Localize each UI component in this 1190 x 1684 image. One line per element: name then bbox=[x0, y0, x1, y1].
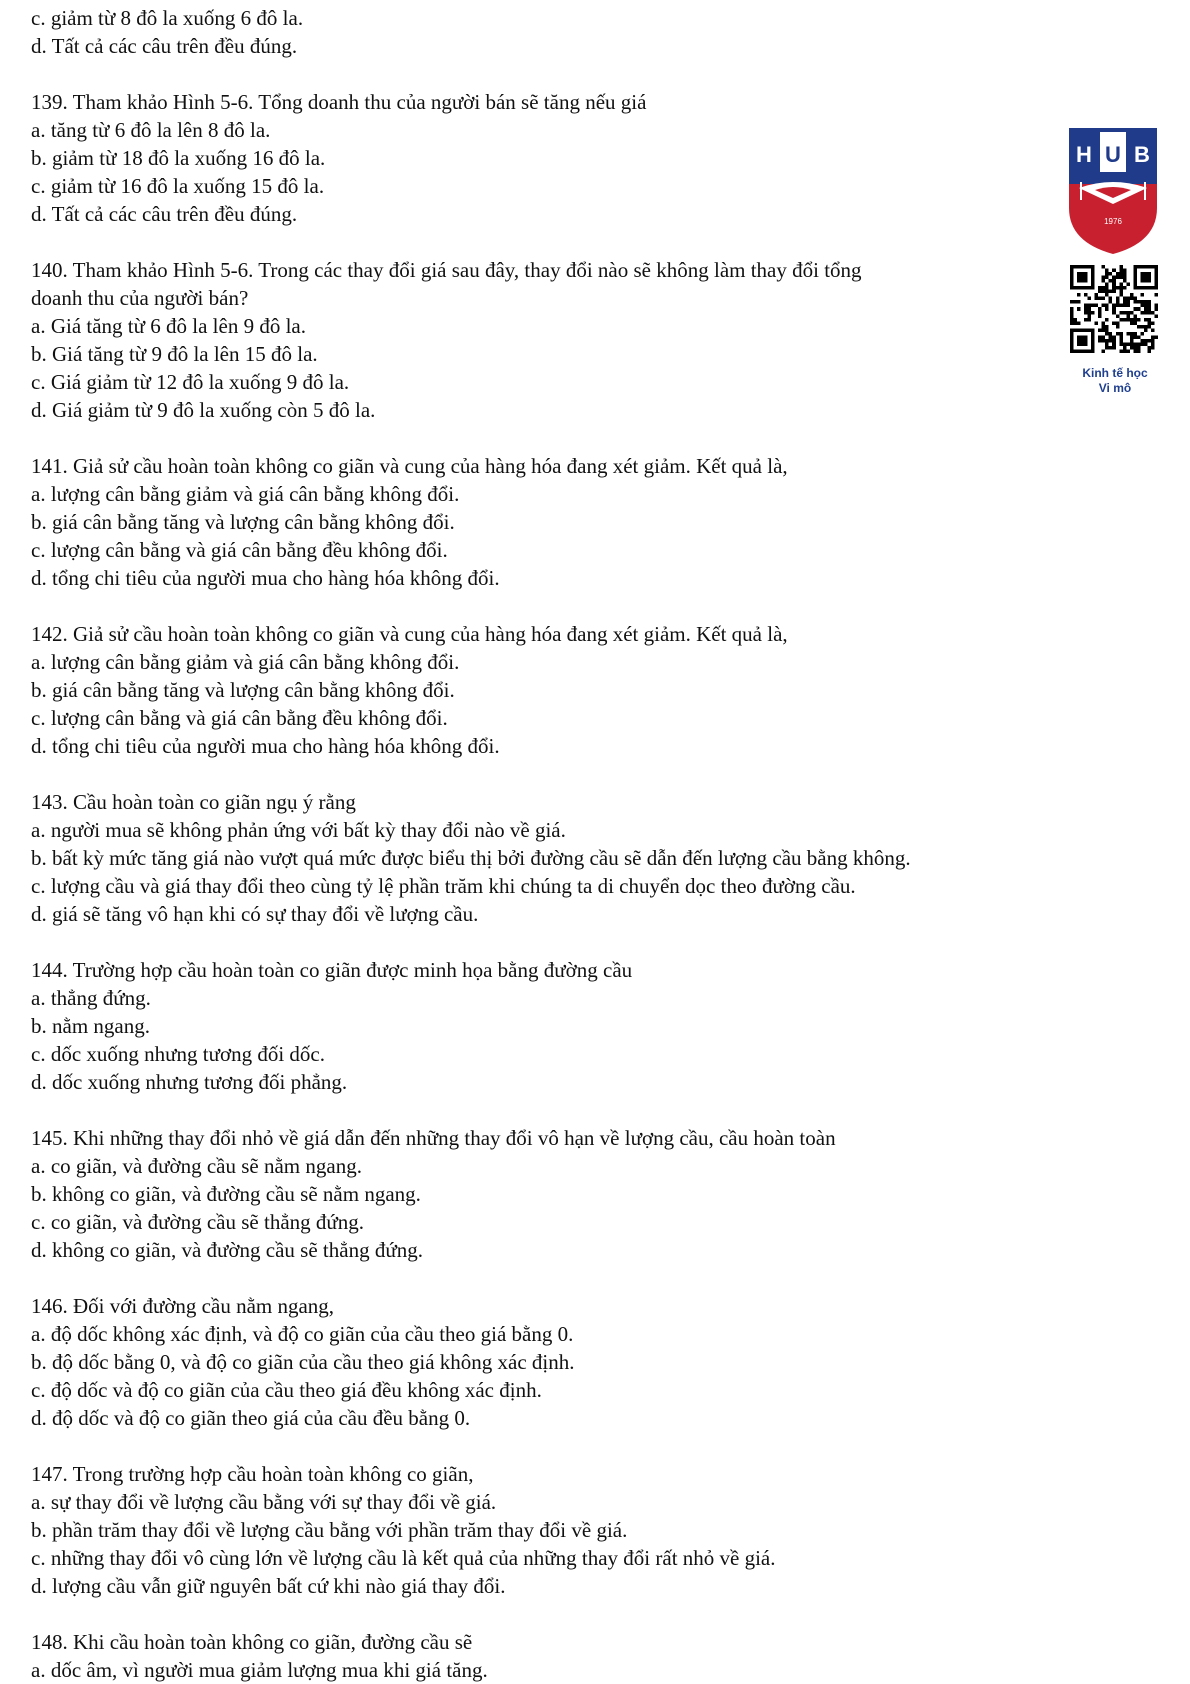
paragraph-gap bbox=[31, 60, 1071, 88]
paragraph-gap bbox=[31, 228, 1071, 256]
answer-option-line: b. phần trăm thay đổi về lượng cầu bằng với phần trăm thay đổi về giá. bbox=[31, 1518, 628, 1542]
answer-option-line: a. tăng từ 6 đô la lên 8 đô la. bbox=[31, 118, 271, 142]
logo-letter-u: U bbox=[1105, 142, 1121, 167]
answer-option-line: c. lượng cân bằng và giá cân bằng đều không đổi. bbox=[31, 538, 448, 562]
answer-option-line: c. co giãn, và đường cầu sẽ thẳng đứng. bbox=[31, 1210, 365, 1234]
document-body bbox=[31, 4, 1071, 1684]
answer-option-line: d. Tất cả các câu trên đều đúng. bbox=[31, 34, 298, 58]
answer-option-line: d. giá sẽ tăng vô hạn khi có sự thay đổi về lượng cầu. bbox=[31, 902, 479, 926]
answer-option-line: b. không co giãn, và đường cầu sẽ nằm ngang. bbox=[31, 1182, 421, 1206]
question-text-line: 140. Tham khảo Hình 5-6. Trong các thay đổi giá sau đây, thay đổi nào sẽ không làm thay đổi tổng bbox=[31, 258, 862, 282]
answer-option-line: c. độ dốc và độ co giãn của cầu theo giá đều không xác định. bbox=[31, 1378, 542, 1402]
answer-option-line: c. những thay đổi vô cùng lớn về lượng cầu là kết quả của những thay đổi rất nhỏ về giá. bbox=[31, 1546, 776, 1570]
paragraph-gap bbox=[31, 760, 1071, 788]
answer-option-line: c. Giá giảm từ 12 đô la xuống 9 đô la. bbox=[31, 370, 350, 394]
hub-logo bbox=[1065, 124, 1161, 256]
paragraph-gap bbox=[31, 928, 1071, 956]
paragraph-gap bbox=[31, 1264, 1071, 1292]
answer-option-line: b. giá cân bằng tăng và lượng cân bằng không đổi. bbox=[31, 678, 455, 702]
answer-option-line: c. giảm từ 8 đô la xuống 6 đô la. bbox=[31, 6, 304, 30]
answer-option-line: a. co giãn, và đường cầu sẽ nằm ngang. bbox=[31, 1154, 362, 1178]
answer-option-line: b. giảm từ 18 đô la xuống 16 đô la. bbox=[31, 146, 326, 170]
answer-option-line: d. Tất cả các câu trên đều đúng. bbox=[31, 202, 298, 226]
answer-option-line: a. lượng cân bằng giảm và giá cân bằng không đổi. bbox=[31, 650, 460, 674]
answer-option-line: d. Giá giảm từ 9 đô la xuống còn 5 đô la. bbox=[31, 398, 376, 422]
answer-option-line: a. dốc âm, vì người mua giảm lượng mua khi giá tăng. bbox=[31, 1658, 488, 1682]
question-text-line: 141. Giả sử cầu hoàn toàn không co giãn và cung của hàng hóa đang xét giảm. Kết quả là, bbox=[31, 454, 788, 478]
answer-option-line: a. sự thay đổi về lượng cầu bằng với sự thay đổi về giá. bbox=[31, 1490, 497, 1514]
question-text-line: 147. Trong trường hợp cầu hoàn toàn không co giãn, bbox=[31, 1462, 474, 1486]
answer-option-line: c. lượng cân bằng và giá cân bằng đều không đổi. bbox=[31, 706, 448, 730]
paragraph-gap bbox=[31, 1096, 1071, 1124]
answer-option-line: c. giảm từ 16 đô la xuống 15 đô la. bbox=[31, 174, 325, 198]
answer-option-line: b. độ dốc bằng 0, và độ co giãn của cầu theo giá không xác định. bbox=[31, 1350, 575, 1374]
question-text-line: 144. Trường hợp cầu hoàn toàn co giãn được minh họa bằng đường cầu bbox=[31, 958, 633, 982]
answer-option-line: d. lượng cầu vẫn giữ nguyên bất cứ khi nào giá thay đổi. bbox=[31, 1574, 506, 1598]
paragraph-gap bbox=[31, 592, 1071, 620]
answer-option-line: c. dốc xuống nhưng tương đối dốc. bbox=[31, 1042, 325, 1066]
question-text-line: 148. Khi cầu hoàn toàn không co giãn, đường cầu sẽ bbox=[31, 1630, 473, 1654]
qr-caption-line1: Kinh tế học bbox=[1082, 366, 1148, 380]
answer-option-line: b. giá cân bằng tăng và lượng cân bằng không đổi. bbox=[31, 510, 455, 534]
answer-option-line: b. nằm ngang. bbox=[31, 1014, 150, 1038]
logo-year: 1976 bbox=[1104, 217, 1122, 226]
answer-option-line: b. Giá tăng từ 9 đô la lên 15 đô la. bbox=[31, 342, 318, 366]
answer-option-line: a. Giá tăng từ 6 đô la lên 9 đô la. bbox=[31, 314, 306, 338]
question-text-line: 145. Khi những thay đổi nhỏ về giá dẫn đến những thay đổi vô hạn về lượng cầu, cầu hoàn toàn bbox=[31, 1126, 836, 1150]
answer-option-line: b. bất kỳ mức tăng giá nào vượt quá mức được biểu thị bởi đường cầu sẽ dẫn đến lượng cầu bằng không. bbox=[31, 846, 911, 870]
question-text-line: 142. Giả sử cầu hoàn toàn không co giãn và cung của hàng hóa đang xét giảm. Kết quả là, bbox=[31, 622, 788, 646]
question-text-line: 146. Đối với đường cầu nằm ngang, bbox=[31, 1294, 335, 1318]
answer-option-line: d. không co giãn, và đường cầu sẽ thẳng đứng. bbox=[31, 1238, 423, 1262]
paragraph-gap bbox=[31, 1432, 1071, 1460]
answer-option-line: d. tổng chi tiêu của người mua cho hàng hóa không đổi. bbox=[31, 566, 500, 590]
answer-option-line: d. tổng chi tiêu của người mua cho hàng hóa không đổi. bbox=[31, 734, 500, 758]
qr-code bbox=[1070, 265, 1158, 353]
answer-option-line: a. lượng cân bằng giảm và giá cân bằng không đổi. bbox=[31, 482, 460, 506]
answer-option-line: a. thẳng đứng. bbox=[31, 986, 151, 1010]
question-text-line: 143. Cầu hoàn toàn co giãn ngụ ý rằng bbox=[31, 790, 356, 814]
question-text-line: 139. Tham khảo Hình 5-6. Tổng doanh thu của người bán sẽ tăng nếu giá bbox=[31, 90, 647, 114]
paragraph-gap bbox=[31, 1600, 1071, 1628]
qr-caption bbox=[1062, 366, 1168, 396]
paragraph-gap bbox=[31, 424, 1071, 452]
qr-caption-line2: Vi mô bbox=[1098, 381, 1132, 395]
answer-option-line: a. độ dốc không xác định, và độ co giãn của cầu theo giá bằng 0. bbox=[31, 1322, 574, 1346]
answer-option-line: d. dốc xuống nhưng tương đối phẳng. bbox=[31, 1070, 348, 1094]
answer-option-line: doanh thu của người bán? bbox=[31, 286, 249, 310]
answer-option-line: d. độ dốc và độ co giãn theo giá của cầu đều bằng 0. bbox=[31, 1406, 471, 1430]
answer-option-line: a. người mua sẽ không phản ứng với bất kỳ thay đổi nào về giá. bbox=[31, 818, 566, 842]
logo-letter-b: B bbox=[1134, 142, 1150, 167]
logo-letter-h: H bbox=[1076, 142, 1092, 167]
answer-option-line: c. lượng cầu và giá thay đổi theo cùng tỷ lệ phần trăm khi chúng ta di chuyển dọc theo đường cầu. bbox=[31, 874, 856, 898]
